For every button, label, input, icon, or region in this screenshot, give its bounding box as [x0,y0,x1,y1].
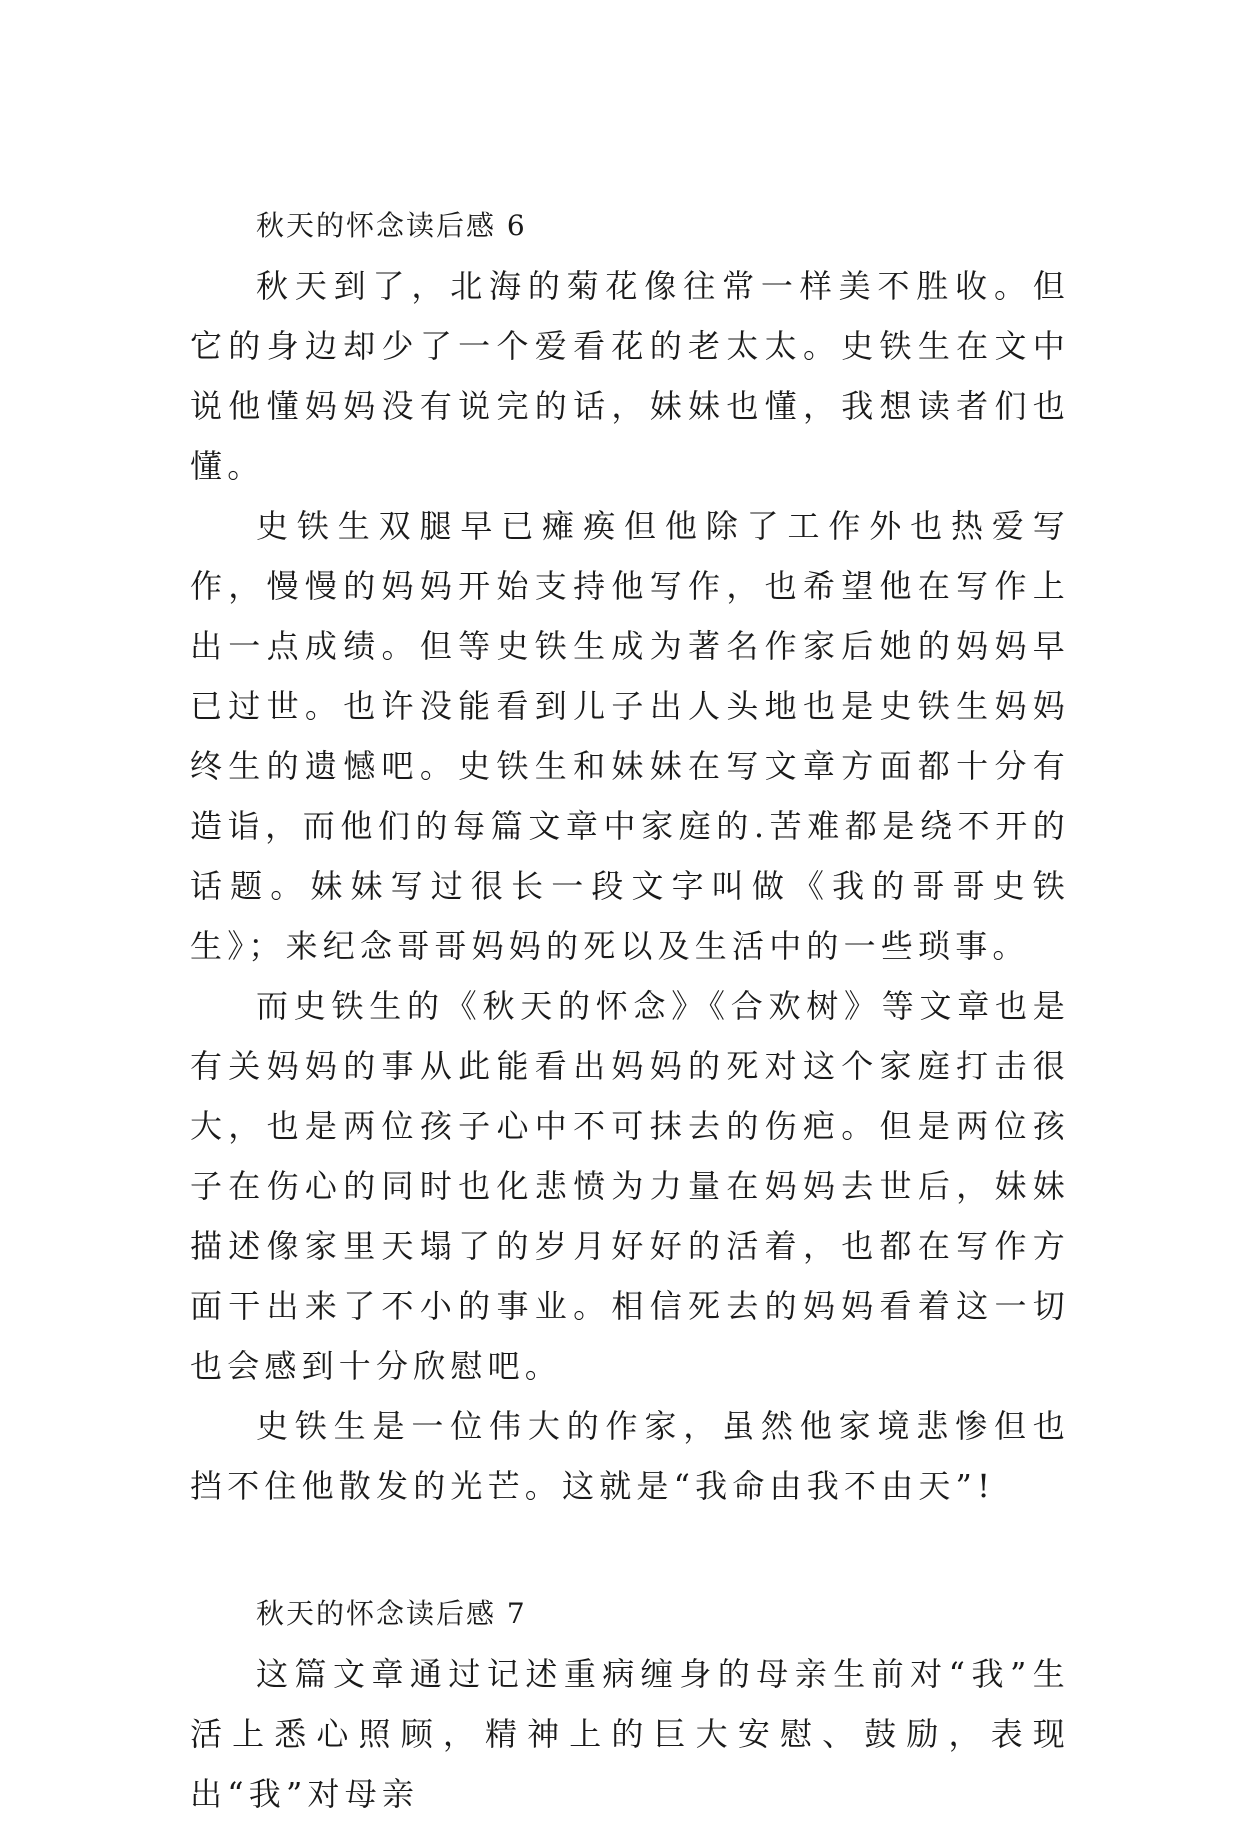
essay-section-7 [190,1584,1070,1824]
essay-section-6 [190,196,1070,1516]
section-title: 秋天的怀念读后感 6 [256,209,527,242]
section-divider-space [190,1516,1070,1584]
paragraph: 秋天到了，北海的菊花像往常一样美不胜收。但它的身边却少了一个爱看花的老太太。史铁生在文中说他懂妈妈没有说完的话，妹妹也懂，我想读者们也懂。 [190,267,1070,485]
paragraph: 史铁生双腿早已瘫痪但他除了工作外也热爱写作，慢慢的妈妈开始支持他写作，也希望他在写作上出一点成绩。但等史铁生成为著名作家后她的妈妈早已过世。也许没能看到儿子出人头地也是史铁生妈妈终生的遗憾吧。史铁生和妹妹在写文章方面都十分有造诣，而他们的每篇文章中家庭的.苦难都是绕不开的话题。妹妹写过很长一段文字叫做《我的哥哥史铁生》；来纪念哥哥妈妈的死以及生活中的一些琐事。 [190,507,1070,965]
paragraph: 而史铁生的《秋天的怀念》《合欢树》等文章也是有关妈妈的事从此能看出妈妈的死对这个家庭打击很大，也是两位孩子心中不可抹去的伤疤。但是两位孩子在伤心的同时也化悲愤为力量在妈妈去世后，妹妹描述像家里天塌了的岁月好好的活着，也都在写作方面干出来了不小的事业。相信死去的妈妈看着这一切也会感到十分欣慰吧。 [190,987,1070,1385]
paragraph: 这篇文章通过记述重病缠身的母亲生前对“我”生活上悉心照顾，精神上的巨大安慰、鼓励，表现出“我”对母亲 [190,1655,1070,1813]
document-page [190,196,1070,1824]
section-title: 秋天的怀念读后感 7 [256,1597,527,1630]
paragraph: 史铁生是一位伟大的作家，虽然他家境悲惨但也挡不住他散发的光芒。这就是“我命由我不由天”! [190,1407,1070,1505]
